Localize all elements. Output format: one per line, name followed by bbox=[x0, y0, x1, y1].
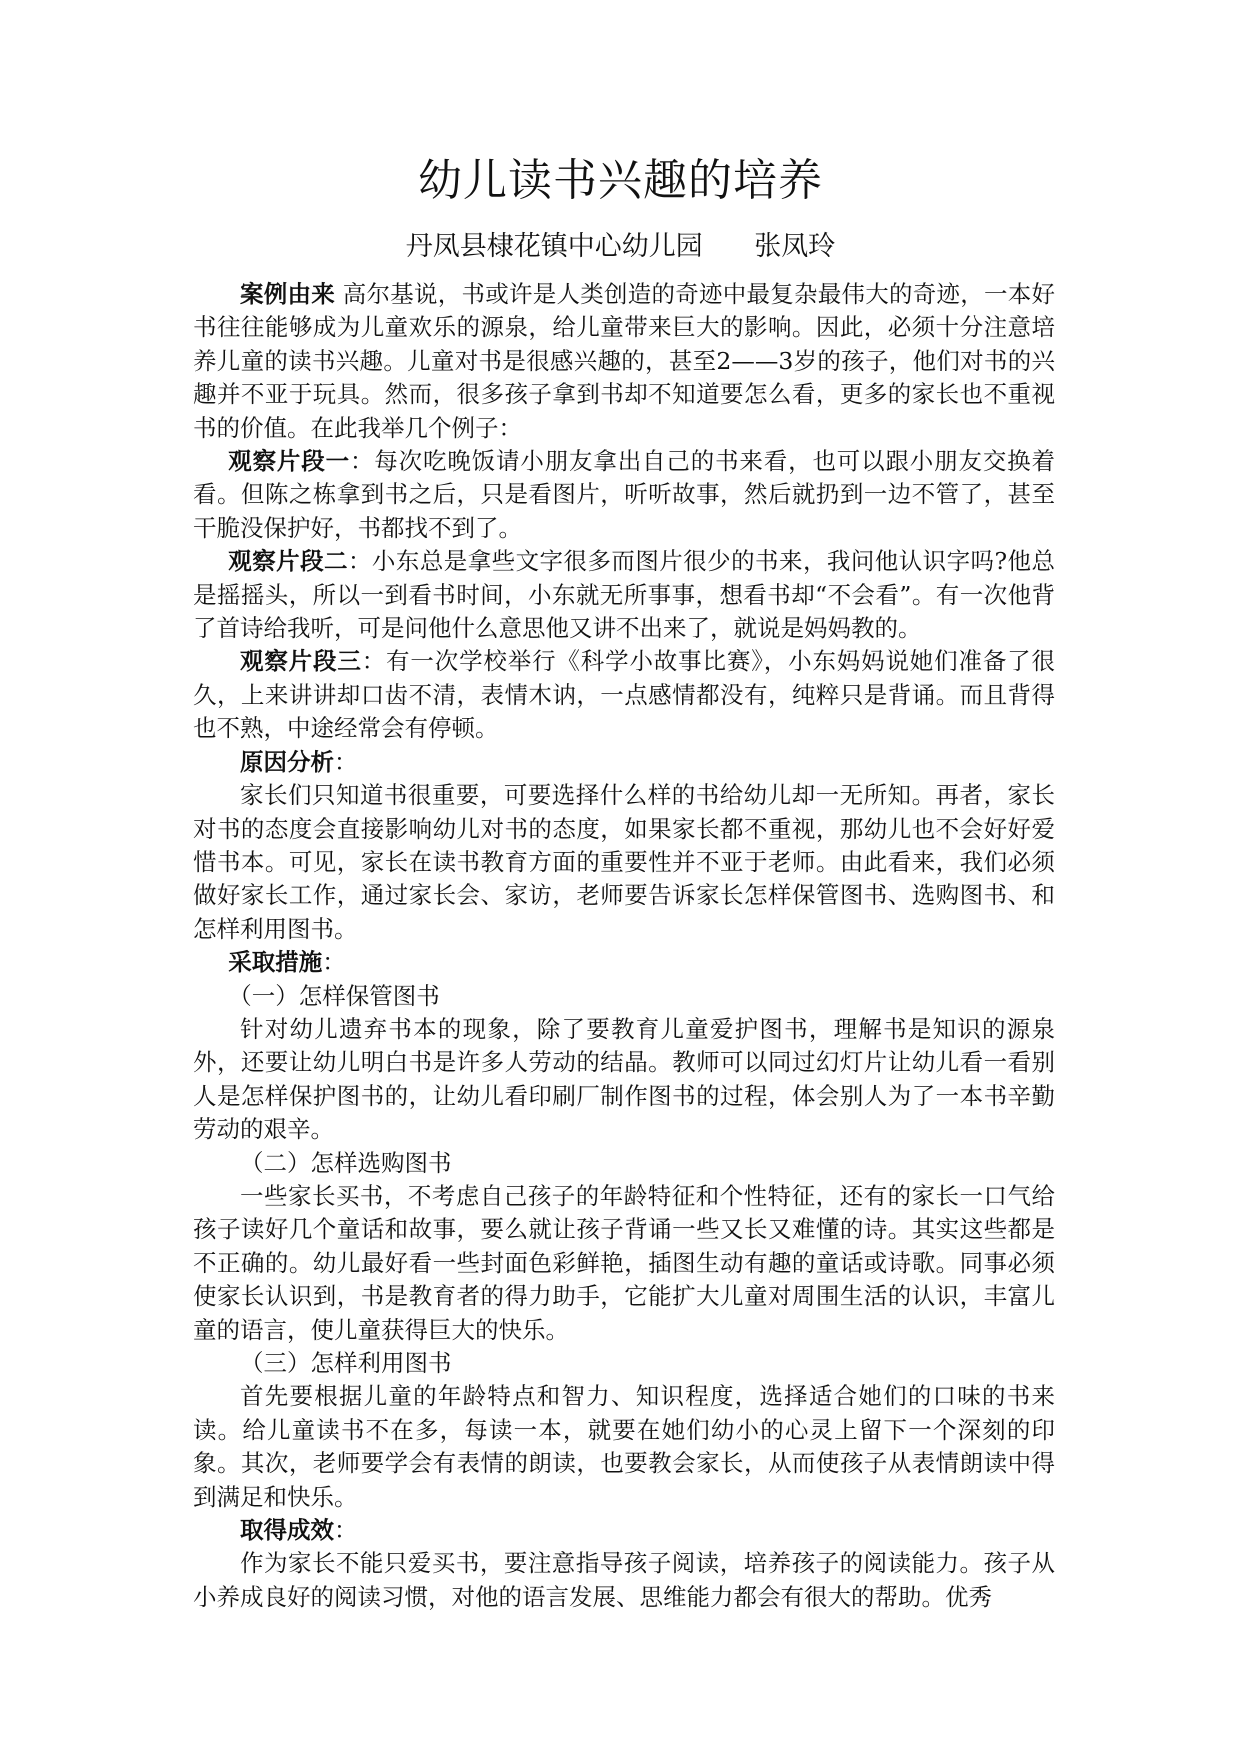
observation-1-paragraph bbox=[193, 445, 1055, 545]
measures-heading: 采取措施 bbox=[228, 948, 323, 977]
analysis-colon: ： bbox=[334, 747, 358, 776]
results-heading: 取得成效 bbox=[240, 1516, 334, 1545]
results-heading-line bbox=[193, 1514, 1055, 1547]
observation-3-paragraph bbox=[193, 645, 1055, 745]
measure-3-heading: （三）怎样利用图书 bbox=[240, 1349, 452, 1377]
measure-3-paragraph: 首先要根据儿童的年龄特点和智力、知识程度，选择适合她们的口味的书来读。给儿童读书不在多，每读一本，就要在她们幼小的心灵上留下一个深刻的印象。其次，老师要学会有表情的朗读，也要教会家长，从而使孩子从表情朗读中得到满足和快乐。 bbox=[193, 1382, 1055, 1511]
observation-2-heading: 观察片段二 bbox=[228, 547, 348, 576]
measures-heading-line bbox=[193, 946, 1055, 979]
observation-2-text: ：小东总是拿些文字很多而图片很少的书来，我问他认识字吗?他总是摇摇头，所以一到看书时间，小东就无所事事，想看书却“不会看”。有一次他背了首诗给我听，可是问他什么意思他又讲不出来了，就说是妈妈教的。 bbox=[193, 547, 1055, 643]
measures-colon: ： bbox=[322, 948, 346, 977]
observation-3-text: ：有一次学校举行《科学小故事比赛》，小东妈妈说她们准备了很久，上来讲讲却口齿不清，表情木讷，一点感情都没有，纯粹只是背诵。而且背得也不熟，中途经常会有停顿。 bbox=[193, 647, 1056, 743]
analysis-heading-line bbox=[193, 746, 1055, 779]
document-subtitle: 丹凤县棣花镇中心幼儿园 张凤玲 bbox=[405, 231, 836, 262]
case-origin-heading: 案例由来 bbox=[240, 280, 336, 308]
results-paragraph: 作为家长不能只爱买书，要注意指导孩子阅读，培养孩子的阅读能力。孩子从小养成良好的阅读习惯，对他的语言发展、思维能力都会有很大的帮助。优秀 bbox=[193, 1549, 1055, 1611]
analysis-heading: 原因分析 bbox=[240, 747, 334, 776]
analysis-paragraph: 家长们只知道书很重要，可要选择什么样的书给幼儿却一无所知。再者，家长对书的态度会直接影响幼儿对书的态度，如果家长都不重视，那幼儿也不会好好爱惜书本。可见，家长在读书教育方面的重要性并不亚于老师。由此看来，我们必须做好家长工作，通过家长会、家访，老师要告诉家长怎样保管图书、选购图书、和怎样利用图书。 bbox=[193, 781, 1055, 943]
document-body bbox=[193, 278, 1055, 1614]
observation-2-paragraph bbox=[193, 545, 1055, 645]
observation-3-heading: 观察片段三 bbox=[240, 647, 362, 676]
measure-2-heading: （二）怎样选购图书 bbox=[240, 1148, 452, 1177]
case-origin-text: 高尔基说，书或许是人类创造的奇迹中最复杂最伟大的奇迹，一本好书往往能够成为儿童欢乐的源泉，给儿童带来巨大的影响。因此，必须十分注意培养儿童的读书兴趣。儿童对书是很感兴趣的，甚至2——3岁的孩子，他们对书的兴趣并不亚于玩具。然而，很多孩子拿到书却不知道要怎么看，更多的家长也不重视书的价值。在此我举几个例子： bbox=[193, 280, 1055, 442]
observation-1-text: ：每次吃晚饭请小朋友拿出自己的书来看，也可以跟小朋友交换着看。但陈之栋拿到书之后，只是看图片，听听故事，然后就扔到一边不管了，甚至干脆没保护好，书都找不到了。 bbox=[193, 447, 1056, 542]
document-title: 幼儿读书兴趣的培养 bbox=[418, 155, 823, 206]
measure-2-paragraph: 一些家长买书，不考虑自己孩子的年龄特征和个性特征，还有的家长一口气给孩子读好几个童话和故事，要么就让孩子背诵一些又长又难懂的诗。其实这些都是不正确的。幼儿最好看一些封面色彩鲜艳，插图生动有趣的童话或诗歌。同事必须使家长认识到，书是教育者的得力助手，它能扩大儿童对周围生活的认识，丰富儿童的语言，使儿童获得巨大的快乐。 bbox=[193, 1181, 1055, 1344]
results-colon: ： bbox=[334, 1516, 358, 1545]
case-origin-paragraph bbox=[193, 278, 1055, 445]
observation-1-heading: 观察片段一 bbox=[228, 447, 350, 476]
measure-1-paragraph: 针对幼儿遗弃书本的现象，除了要教育儿童爱护图书，理解书是知识的源泉外，还要让幼儿明白书是许多人劳动的结晶。教师可以同过幻灯片让幼儿看一看别人是怎样保护图书的，让幼儿看印刷厂制作图书的过程，体会别人为了一本书辛勤劳动的艰辛。 bbox=[193, 1014, 1055, 1144]
measure-1-heading: （一）怎样保管图书 bbox=[228, 981, 440, 1010]
